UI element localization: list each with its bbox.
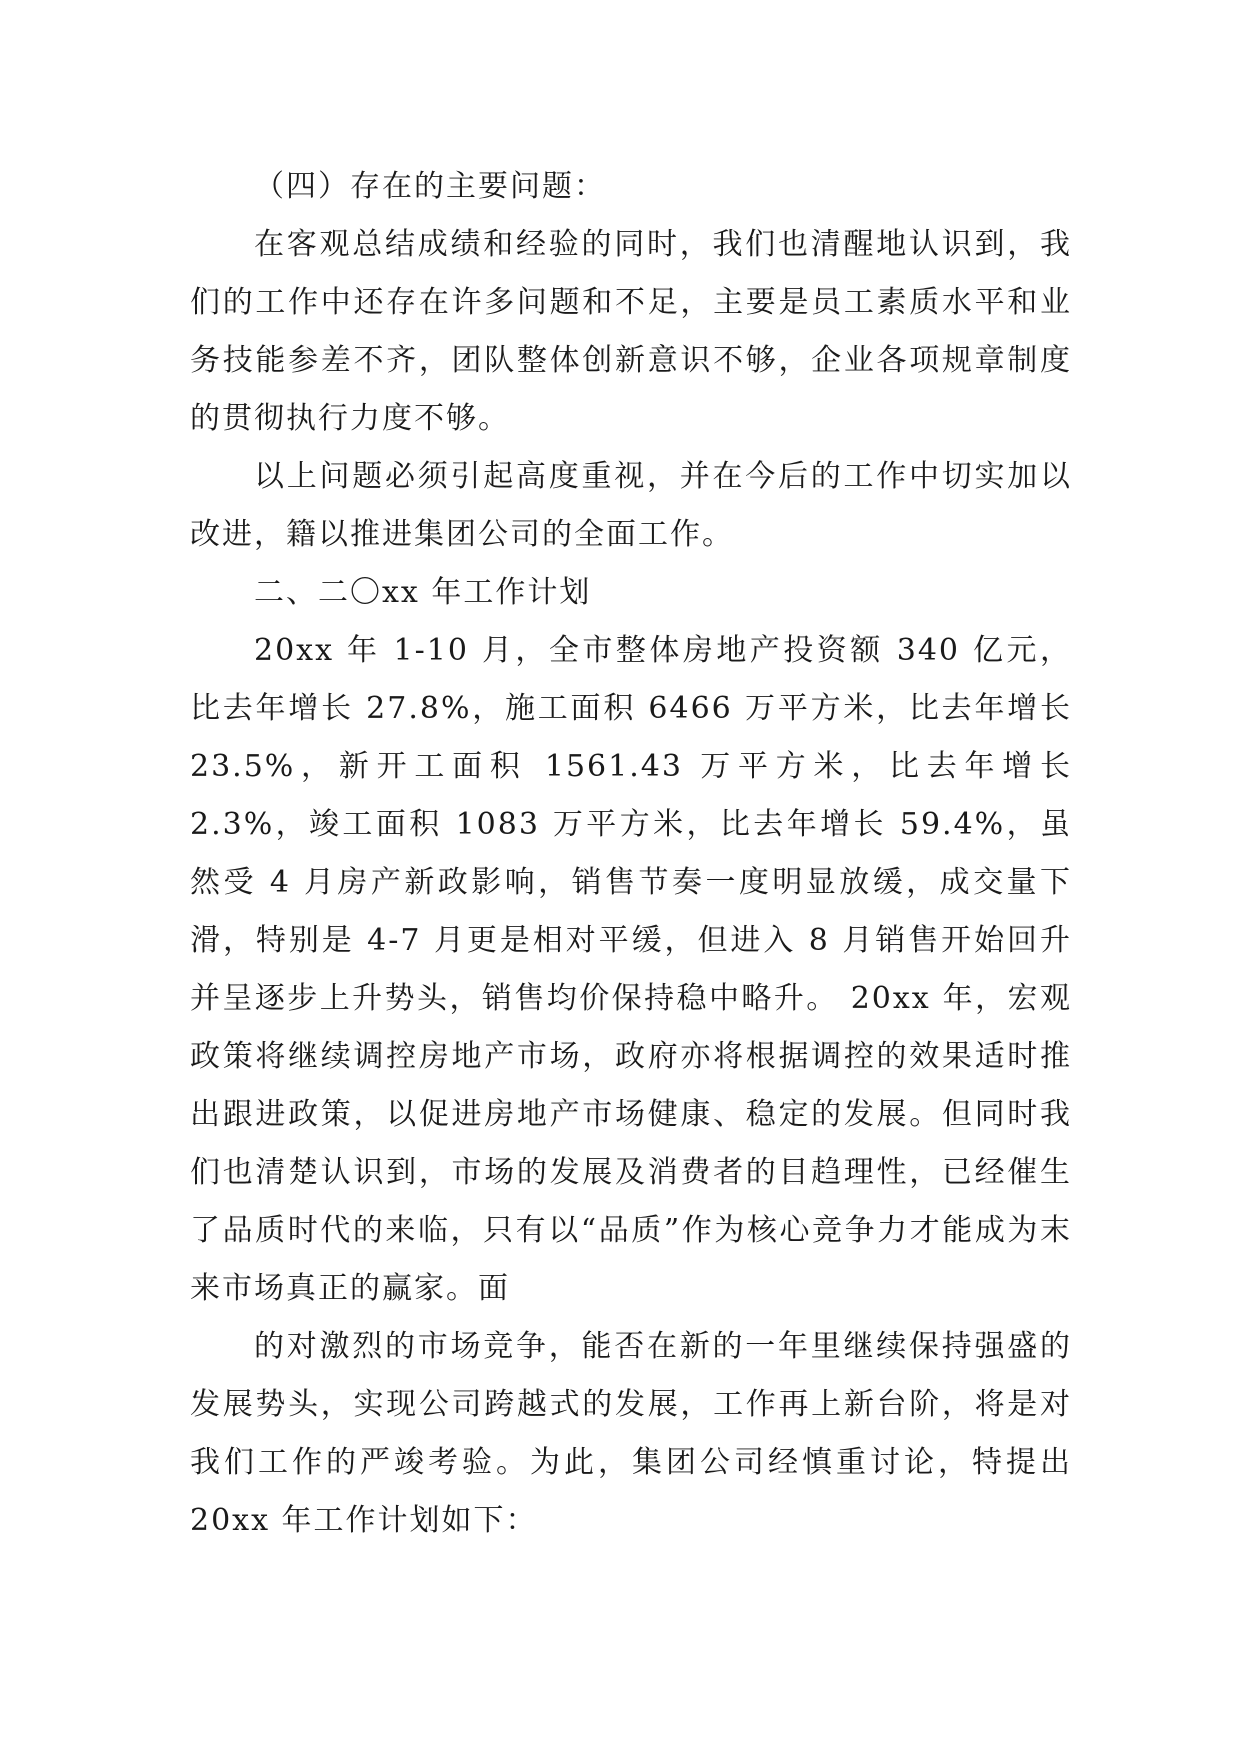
paragraph-market-review: 20xx 年 1-10 月，全市整体房地产投资额 340 亿元，比去年增长 27.8%，施工面积 6466 万平方米，比去年增长 23.5%，新开工面积 1561.43 万平方米，比去年增长 2.3%，竣工面积 1083 万平方米，比去年增长 59.4%，虽然受 4 月房产新政影响，销售节奏一度明显放缓，成交量下滑，特别是 4-7 月更是相对平缓，但进入 8 月销售开始回升并呈逐步上升势头，销售均价保持稳中略升。 20xx 年，宏观政策将继续调控房地产市场，政府亦将根据调控的效果适时推出跟进政策，以促进房地产市场健康、稳定的发展。但同时我们也清楚认识到，市场的发展及消费者的目趋理性，已经催生了品质时代的来临，只有以“品质”作为核心竞争力才能成为末来市场真正的赢家。面	[190, 633, 1072, 1306]
document-body	[190, 158, 1072, 1550]
paragraph-plan-intro: 的对激烈的市场竞争，能否在新的一年里继续保持强盛的发展势头，实现公司跨越式的发展，工作再上新台阶，将是对我们工作的严竣考验。为此，集团公司经慎重讨论，特提出 20xx 年工作计划如下：	[190, 1329, 1072, 1538]
paragraph-improvement: 以上问题必须引起高度重视，并在今后的工作中切实加以改进，籍以推进集团公司的全面工作。	[190, 459, 1072, 552]
paragraph-problems-summary: 在客观总结成绩和经验的同时，我们也清醒地认识到，我们的工作中还存在许多问题和不足，主要是员工素质水平和业务技能参差不齐，团队整体创新意识不够，企业各项规章制度的贯彻执行力度不够。	[190, 227, 1072, 436]
section-heading-work-plan: 二、二〇xx 年工作计划	[254, 575, 592, 610]
section-heading-problems: （四）存在的主要问题：	[254, 169, 606, 204]
